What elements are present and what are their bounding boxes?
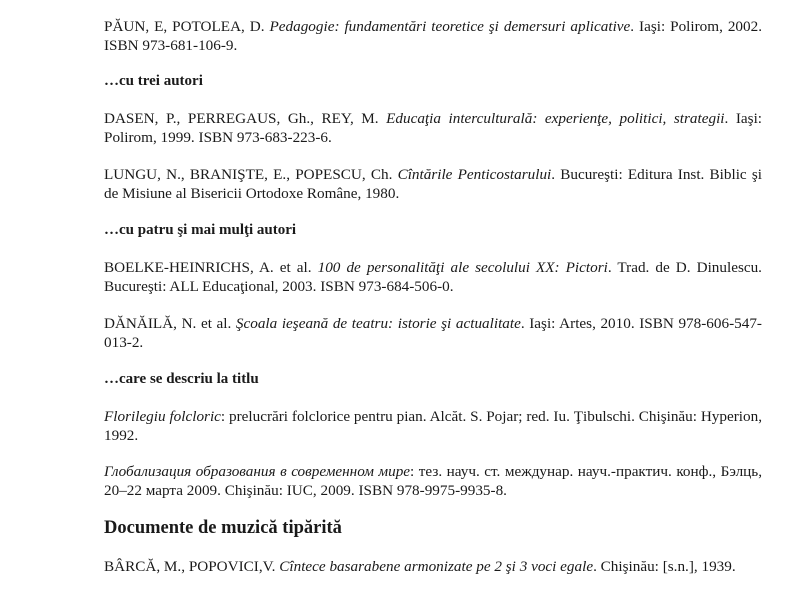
bibliography-entry <box>104 165 762 203</box>
entry-title: Глобализация образования в современном мире <box>104 463 411 480</box>
bibliography-entry <box>104 17 762 55</box>
entry-details: . Bucureşti: Editura Inst. Biblic şi de Misiune al Bisericii Ortodoxe Române, 1980. <box>104 166 762 202</box>
subheading-four-plus-authors: …cu patru şi mai mulţi autori <box>104 222 297 238</box>
entry-details: : тез. науч. ст. междунар. науч.-практич. конф., Бэлць, 20–22 марта 2009. Chişinău: IUC, 2009. ISBN 978-9975-9935-8. <box>104 463 762 499</box>
entry-details: . Trad. de D. Dinulescu. Bucureşti: ALL Educaţional, 2003. ISBN 973-684-506-0. <box>104 259 762 295</box>
entry-details: . Iaşi: Polirom, 2002. ISBN 973-681-106-9. <box>104 18 762 54</box>
entry-authors: PĂUN, E, POTOLEA, D. <box>104 18 270 35</box>
entry-details: . Iaşi: Artes, 2010. ISBN 978-606-547-013-2. <box>104 315 762 351</box>
entry-details: : prelucrări folclorice pentru pian. Alcăt. S. Pojar; red. Iu. Ţibulschi. Chişinău: Hyperion, 1992. <box>104 408 762 444</box>
entry-authors: DĂNĂILĂ, N. et al. <box>104 315 236 332</box>
bibliography-entry <box>104 314 762 352</box>
entry-title: Cîntece basarabene armonizate pe 2 şi 3 voci egale <box>279 558 594 575</box>
bibliography-entry <box>104 462 762 500</box>
bibliography-entry <box>104 407 762 445</box>
entry-title: Florilegiu folcloric <box>104 408 221 425</box>
entry-authors: BÂRCĂ, M., POPOVICI,V. <box>104 558 280 575</box>
entry-title: 100 de personalităţi ale secolului XX: Pictori <box>317 259 608 276</box>
entry-details: . Iaşi: Polirom, 1999. ISBN 973-683-223-6. <box>104 110 763 146</box>
document-page <box>104 0 762 600</box>
entry-details: . Chişinău: [s.n.], 1939. <box>593 558 736 575</box>
entry-title: Şcoala ieşeană de teatru: istorie şi actualitate <box>235 315 521 332</box>
subheading-three-authors: …cu trei autori <box>104 73 203 89</box>
section-heading: Documente de muzică tipărită <box>104 518 342 538</box>
entry-title: Pedagogie: fundamentări teoretice şi demersuri aplicative <box>269 18 631 35</box>
bibliography-entry <box>104 557 762 576</box>
entry-title: Educaţia interculturală: experienţe, politici, strategii <box>386 110 725 127</box>
entry-authors: LUNGU, N., BRANIŞTE, E., POPESCU, Ch. <box>104 166 398 183</box>
bibliography-entry <box>104 258 762 296</box>
entry-authors: BOELKE-HEINRICHS, A. et al. <box>104 259 318 276</box>
bibliography-entry <box>104 109 762 147</box>
subheading-by-title: …care se descriu la titlu <box>104 371 259 387</box>
entry-title: Cîntările Penticostarului <box>397 166 552 183</box>
entry-authors: DASEN, P., PERREGAUS, Gh., REY, M. <box>104 110 387 127</box>
